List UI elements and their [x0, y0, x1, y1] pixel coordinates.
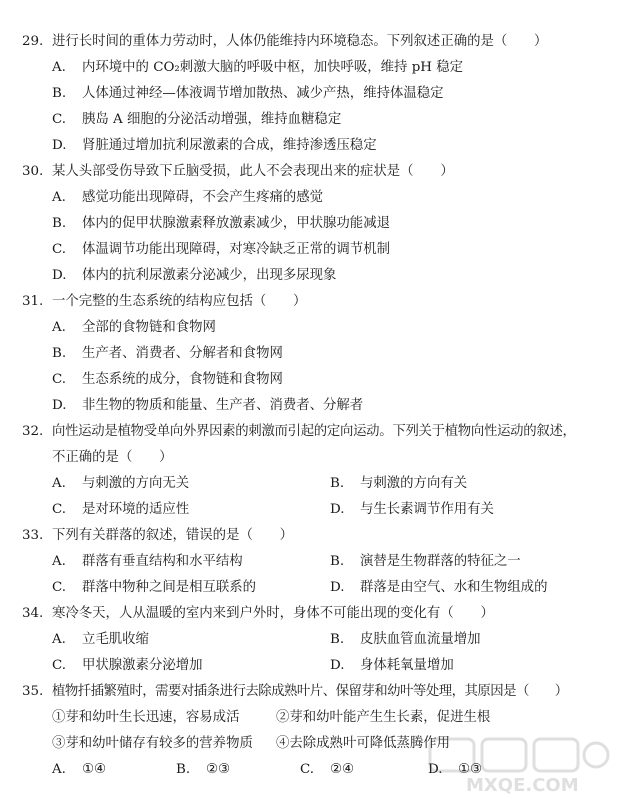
option-34-c: C. 甲状腺激素分泌增加: [52, 658, 203, 673]
statement-2: ②芽和幼叶能产生生长素，促进生根: [276, 710, 491, 725]
option-32-c: C. 是对环境的适应性: [52, 502, 190, 517]
question-number: 34.: [22, 606, 44, 621]
option-30-d: D. 体内的抗利尿激素分泌减少，出现多尿现象: [52, 268, 337, 283]
question-number: 30.: [22, 164, 44, 179]
option-32-d: D. 与生长素调节作用有关: [330, 502, 494, 517]
question-stem: 一个完整的生态系统的结构应包括（ ）: [52, 294, 307, 309]
option-33-c: C. 群落中物种之间是相互联系的: [52, 580, 257, 595]
option-31-d: D. 非生物的物质和能量、生产者、消费者、分解者: [52, 398, 364, 413]
question-stem: 某人头部受伤导致下丘脑受损，此人不会表现出来的症状是（ ）: [52, 164, 454, 179]
option-31-a: A. 全部的食物链和食物网: [52, 320, 216, 335]
statement-1: ①芽和幼叶生长迅速，容易成活: [52, 710, 240, 725]
question-number: 32.: [22, 424, 44, 439]
option-33-b: B. 演替是生物群落的特征之一: [330, 554, 521, 569]
option-35-d: D. ①③: [428, 762, 483, 777]
option-35-c: C. ②④: [300, 762, 355, 777]
option-35-b: B. ②③: [176, 762, 231, 777]
option-33-a: A. 群落有垂直结构和水平结构: [52, 554, 243, 569]
option-29-c: C. 胰岛 A 细胞的分泌活动增强，维持血糖稳定: [52, 112, 342, 127]
option-33-d: D. 群落是由空气、水和生物组成的: [330, 580, 548, 595]
option-29-b: B. 人体通过神经—体液调节增加散热、减少产热，维持体温稳定: [52, 86, 444, 101]
option-31-b: B. 生产者、消费者、分解者和食物网: [52, 346, 283, 361]
question-stem: 向性运动是植物受单向外界因素的刺激而引起的定向运动。下列关于植物向性运动的叙述，: [52, 424, 576, 439]
option-30-a: A. 感觉功能出现障碍，不会产生疼痛的感觉: [52, 190, 324, 205]
option-29-a: A. 内环境中的 CO₂刺激大脑的呼吸中枢，加快呼吸，维持 pH 稳定: [52, 60, 463, 75]
option-31-c: C. 生态系统的成分，食物链和食物网: [52, 372, 283, 387]
option-32-b: B. 与刺激的方向有关: [330, 476, 468, 491]
option-30-c: C. 体温调节功能出现障碍，对寒冷缺乏正常的调节机制: [52, 242, 390, 257]
question-33: [22, 526, 293, 546]
question-29: [22, 32, 547, 52]
question-number: 29.: [22, 34, 44, 49]
option-34-b: B. 皮肤血管血流量增加: [330, 632, 481, 647]
question-30: [22, 162, 454, 182]
statement-4: ④去除成熟叶可降低蒸腾作用: [276, 736, 451, 751]
question-32-stem-continued: 不正确的是（ ）: [52, 450, 173, 465]
question-number: 31.: [22, 294, 44, 309]
statement-3: ③芽和幼叶储存有较多的营养物质: [52, 736, 253, 751]
question-35: [22, 682, 568, 702]
option-32-a: A. 与刺激的方向无关: [52, 476, 190, 491]
question-stem: 下列有关群落的叙述，错误的是（ ）: [52, 528, 294, 543]
question-32: [22, 422, 576, 442]
question-stem: 植物扦插繁殖时，需要对插条进行去除成熟叶片、保留芽和幼叶等处理，其原因是（ ）: [52, 684, 568, 699]
svg-text:MXQE.COM: MXQE.COM: [466, 775, 579, 795]
option-34-a: A. 立毛肌收缩: [52, 632, 149, 647]
option-30-b: B. 体内的促甲状腺激素释放激素减少，甲状腺功能减退: [52, 216, 390, 231]
question-number: 33.: [22, 528, 44, 543]
option-34-d: D. 身体耗氧量增加: [330, 658, 454, 673]
question-31: [22, 292, 306, 312]
question-stem: 寒冷冬天，人从温暖的室内来到户外时，身体不可能出现的变化有（ ）: [52, 606, 494, 621]
question-34: [22, 604, 494, 624]
option-35-a: A. ①④: [52, 762, 107, 777]
option-29-d: D. 肾脏通过增加抗利尿激素的合成，维持渗透压稳定: [52, 138, 377, 153]
watermark-logo: [426, 735, 616, 795]
question-number: 35.: [22, 684, 44, 699]
question-stem: 进行长时间的重体力劳动时，人体仍能维持内环境稳态。下列叙述正确的是（ ）: [52, 34, 548, 49]
